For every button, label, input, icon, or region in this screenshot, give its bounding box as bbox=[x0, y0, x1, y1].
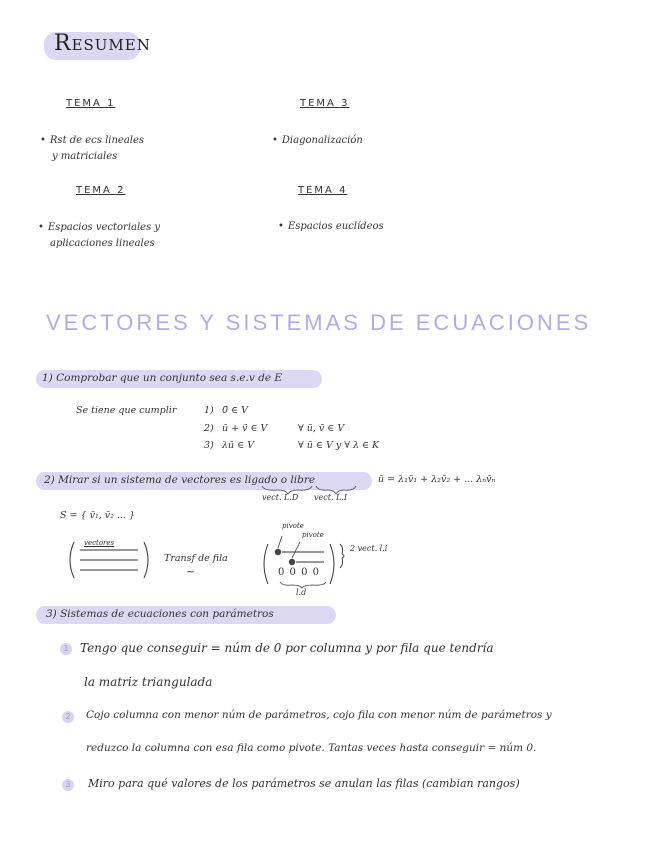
s3-item-1-number: 1 bbox=[60, 643, 72, 655]
section-3-title: 3) Sistemas de ecuaciones con parámetros bbox=[46, 608, 274, 620]
s2-ligado-label: vect. L.D bbox=[262, 493, 299, 502]
s3-item-1-line-1: Tengo que conseguir = núm de 0 por columna y por fila que tendría bbox=[80, 641, 494, 655]
tema-3-line-1: • Diagonalización bbox=[272, 133, 363, 149]
tema-1-heading: TEMA 1 bbox=[66, 98, 116, 109]
section-2-title: 2) Mirar si un sistema de vectores es ligado o libre bbox=[44, 474, 316, 486]
s3-item-2-number: 2 bbox=[62, 711, 74, 723]
s1-row-3-num: 3) bbox=[204, 440, 214, 451]
tema-2-line-1: • Espacios vectoriales y bbox=[38, 220, 160, 236]
s2-transf: Transf de fila bbox=[164, 553, 228, 564]
s2-set: S = { v̄₁, v̄₂ ... } bbox=[60, 510, 136, 521]
s1-row-1-cond: 0̄ ∈ V bbox=[222, 405, 248, 416]
tema-3-heading: TEMA 3 bbox=[300, 98, 350, 109]
section-1-title: 1) Comprobar que un conjunto sea s.e.v de E bbox=[42, 372, 283, 384]
s1-row-3-quant: ∀ ū ∈ V y ∀ λ ∈ K bbox=[298, 440, 380, 451]
s1-row-2-quant: ∀ ū, v̄ ∈ V bbox=[298, 423, 345, 434]
s2-li-label: 2 vect. l.i bbox=[350, 544, 388, 553]
s2-pivote-2: pivote bbox=[302, 531, 324, 539]
tema-4-line-1: • Espacios euclídeos bbox=[278, 219, 384, 235]
main-title: VECTORES Y SISTEMAS DE ECUACIONES bbox=[46, 310, 592, 335]
s2-tilde: ~ bbox=[186, 565, 196, 578]
s3-item-2-line-2: reduzco la columna con esa fila como pivote. Tantas veces hasta conseguir = núm 0. bbox=[86, 742, 537, 754]
s1-row-1-num: 1) bbox=[204, 405, 214, 416]
s3-item-3-line-1: Miro para qué valores de los parámetros se anulan las filas (cambian rangos) bbox=[88, 777, 520, 790]
s1-row-2-cond: ū + v̄ ∈ V bbox=[222, 423, 268, 434]
s2-ld-label: l.d bbox=[296, 588, 307, 597]
s1-row-2-num: 2) bbox=[204, 423, 214, 434]
tema-2-line-2: aplicaciones lineales bbox=[50, 238, 155, 249]
s2-zeros: 0 0 0 0 bbox=[278, 567, 320, 578]
s3-item-3-number: 3 bbox=[62, 779, 74, 791]
s1-intro: Se tiene que cumplir bbox=[76, 405, 177, 416]
s3-item-2-line-1: Cojo columna con menor núm de parámetros, cojo fila con menor núm de parámetros y bbox=[86, 709, 552, 721]
s1-row-3-cond: λū ∈ V bbox=[222, 440, 255, 451]
resumen-title: Resumen bbox=[54, 31, 151, 56]
tema-2-heading: TEMA 2 bbox=[76, 185, 126, 196]
s2-formula: ū = λ₁v̄₁ + λ₂v̄₂ + ... λₙv̄ₙ bbox=[378, 474, 496, 485]
s3-item-1-line-2: la matriz triangulada bbox=[84, 675, 213, 689]
s2-matrix-label: vectores bbox=[84, 539, 115, 547]
tema-1-line-2: y matriciales bbox=[52, 151, 118, 162]
tema-4-heading: TEMA 4 bbox=[298, 185, 348, 196]
s2-pivote-1: pivote bbox=[282, 522, 304, 530]
tema-1-line-1: • Rst de ecs lineales bbox=[40, 133, 144, 149]
s2-libre-label: vect. L.I bbox=[314, 493, 348, 502]
